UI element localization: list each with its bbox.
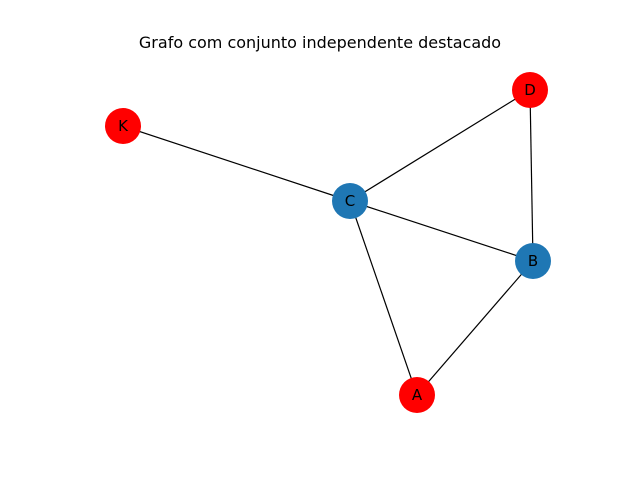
chart-title: Grafo com conjunto independente destacado (138, 33, 502, 52)
node-c (332, 183, 368, 219)
node-c-label: C (344, 192, 356, 210)
edge-d-b (530, 90, 533, 261)
edge-k-c (123, 126, 350, 201)
edge-c-a (350, 201, 417, 395)
node-b-label: B (527, 252, 539, 270)
edge-c-b (350, 201, 533, 261)
edge-b-a (417, 261, 533, 395)
nodes-layer (105, 72, 551, 413)
node-b (515, 243, 551, 279)
node-a (399, 377, 435, 413)
node-d (512, 72, 548, 108)
edges-layer (123, 90, 533, 395)
node-k (105, 108, 141, 144)
node-a-label: A (411, 386, 423, 404)
edge-c-d (350, 90, 530, 201)
node-k-label: K (118, 117, 128, 135)
node-d-label: D (524, 81, 536, 99)
